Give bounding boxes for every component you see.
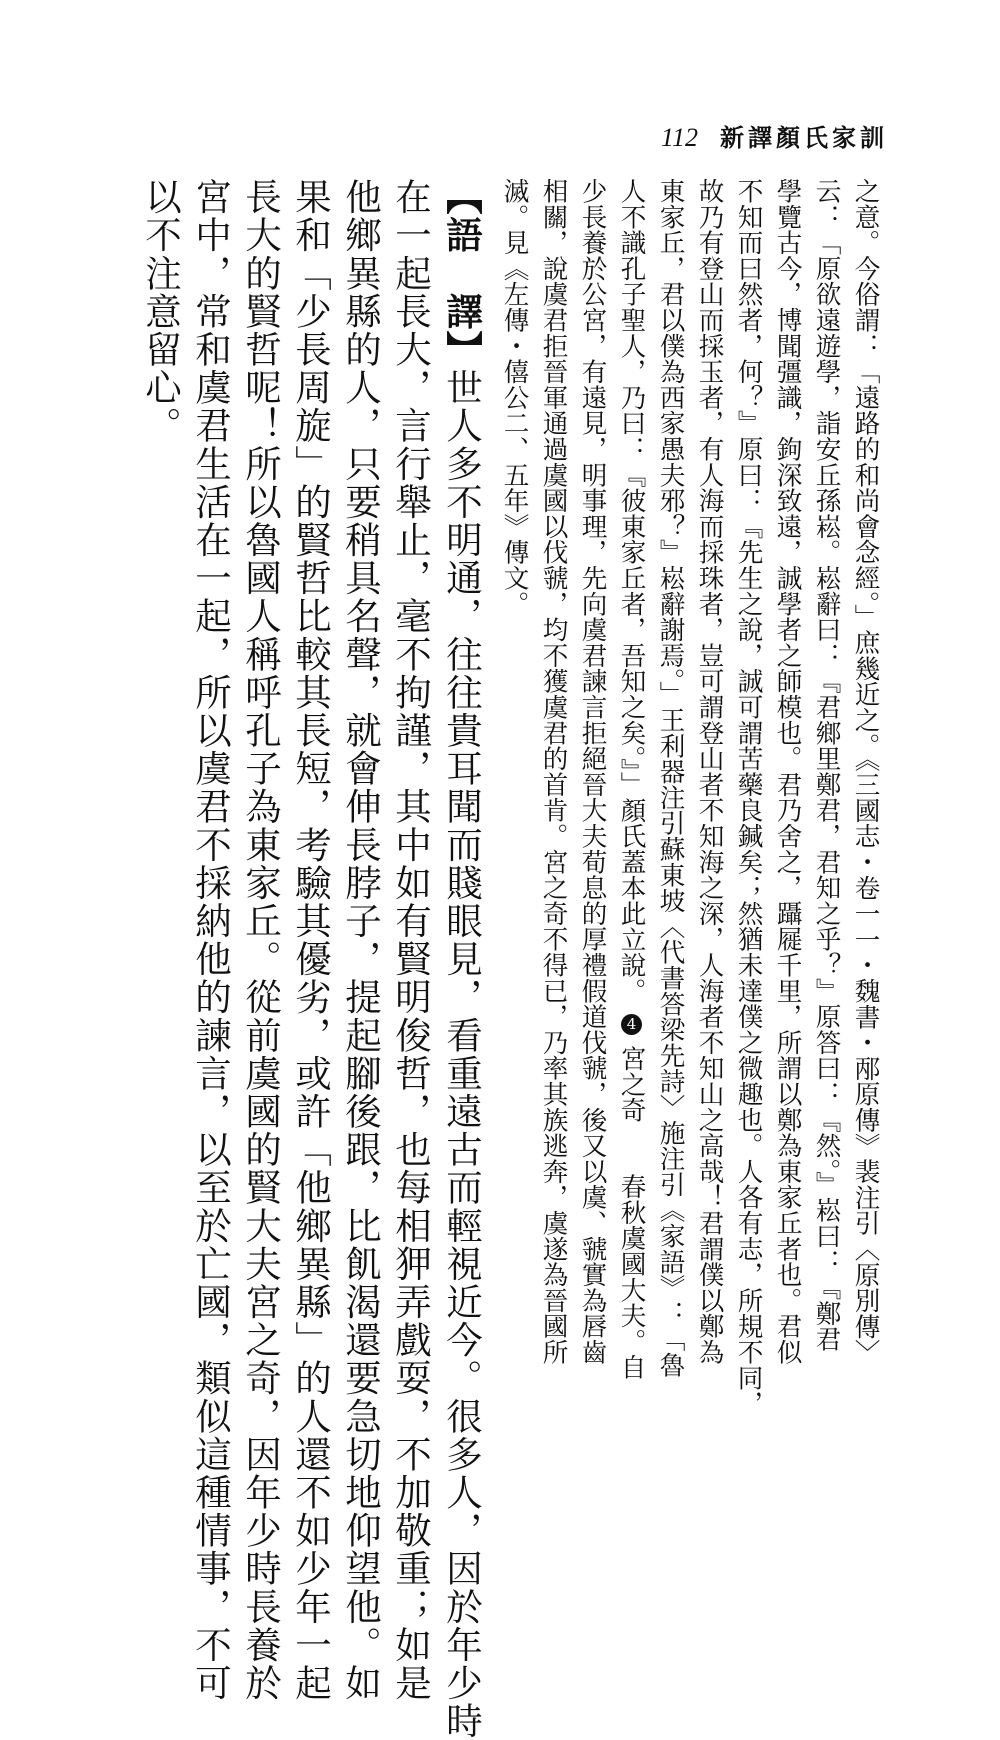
note-term: 宮之奇 xyxy=(617,1046,647,1123)
note-line-7-text: 人不識孔子聖人，乃曰：『彼東家丘者，吾知之矣。』」顏氏蓋本此立說。 xyxy=(617,178,647,1004)
translation-label: 【語 譯】 xyxy=(441,178,484,369)
book-title: 新譯顏氏家訓 xyxy=(720,118,888,153)
translation-line-7: 以不注意留心。 xyxy=(142,178,179,445)
note-line-1: 之意。今俗謂：「遠路的和尚會念經。」庶幾近之。《三國志・卷一一・魏書・邴原傳》裴注引〈原別傳〉 xyxy=(852,178,878,1365)
translation-line-1 xyxy=(443,178,480,1740)
note-line-6: 東家丘，君以僕為西家愚夫邪？』崧辭謝焉。」王利器注引蘇東坡〈代書答梁先詩〉施注引《家語》：「魯 xyxy=(657,178,683,1378)
page-number: 112 xyxy=(661,123,698,153)
note-number-marker: 4 xyxy=(621,1014,642,1035)
note-line-10: 滅。見《左傳・僖公二、五年》傳文。 xyxy=(501,178,527,617)
translation-line-4: 果和「少長周旋」的賢哲比較其長短，考驗其優劣，或許「他鄉異縣」的人還不如少年一起 xyxy=(292,178,329,1702)
note-line-5: 故乃有登山而採玉者，有人海而採珠者，豈可謂登山者不知海之深，人海者不知山之高哉！君謂僕以鄭為 xyxy=(696,178,722,1365)
note-line-9: 相關，說虞君拒晉軍通過虞國以伐虢，均不獲虞君的首肯。宮之奇不得已，乃率其族逃奔，虞遂為晉國所 xyxy=(540,178,566,1365)
translation-line-1-text: 世人多不明通，往往貴耳聞而賤眼見，看重遠古而輕視近今。很多人，因於年少時 xyxy=(441,369,484,1740)
running-header xyxy=(661,118,888,153)
note-definition: 春秋虞國大夫。自 xyxy=(617,1174,647,1380)
note-line-3: 學覽古今，博聞彊識，鉤深致遠，誠學者之師模也。君乃舍之，躡屣千里，所謂以鄭為東家丘者也。君似 xyxy=(774,178,800,1365)
note-line-8: 少長養於公宮，有遠見，明事理，先向虞君諫言拒絕晉大夫荀息的厚禮假道伐虢，後又以虞、虢實為唇齒 xyxy=(579,178,605,1365)
translation-line-2: 在一起長大，言行舉止，毫不拘謹，其中如有賢明俊哲，也每相狎弄戲耍，不加敬重；如是 xyxy=(392,178,429,1702)
translation-line-6: 宮中，常和虞君生活在一起，所以虞君不採納他的諫言，以至於亡國，類似這種情事，不可 xyxy=(192,178,229,1702)
translation-line-3: 他鄉異縣的人，只要稍具名聲，就會伸長脖子，提起腳後跟，比飢渴還要急切地仰望他。如 xyxy=(342,178,379,1702)
note-line-7 xyxy=(618,178,644,1380)
note-line-4: 不知而曰然者，何？』原曰：『先生之說，誠可謂苦藥良鍼矣；然猶未達僕之微趣也。人各有志，所規不同， xyxy=(735,178,761,1416)
translation-line-5: 長大的賢哲呢！所以魯國人稱呼孔子為東家丘。從前虞國的賢大夫宮之奇，因年少時長養於 xyxy=(242,178,279,1702)
note-line-2: 云：「原欲遠遊學，詣安丘孫崧。崧辭曰：『君鄉里鄭君，君知之乎？』原答曰：『然。』崧曰：『鄭君 xyxy=(813,178,839,1352)
